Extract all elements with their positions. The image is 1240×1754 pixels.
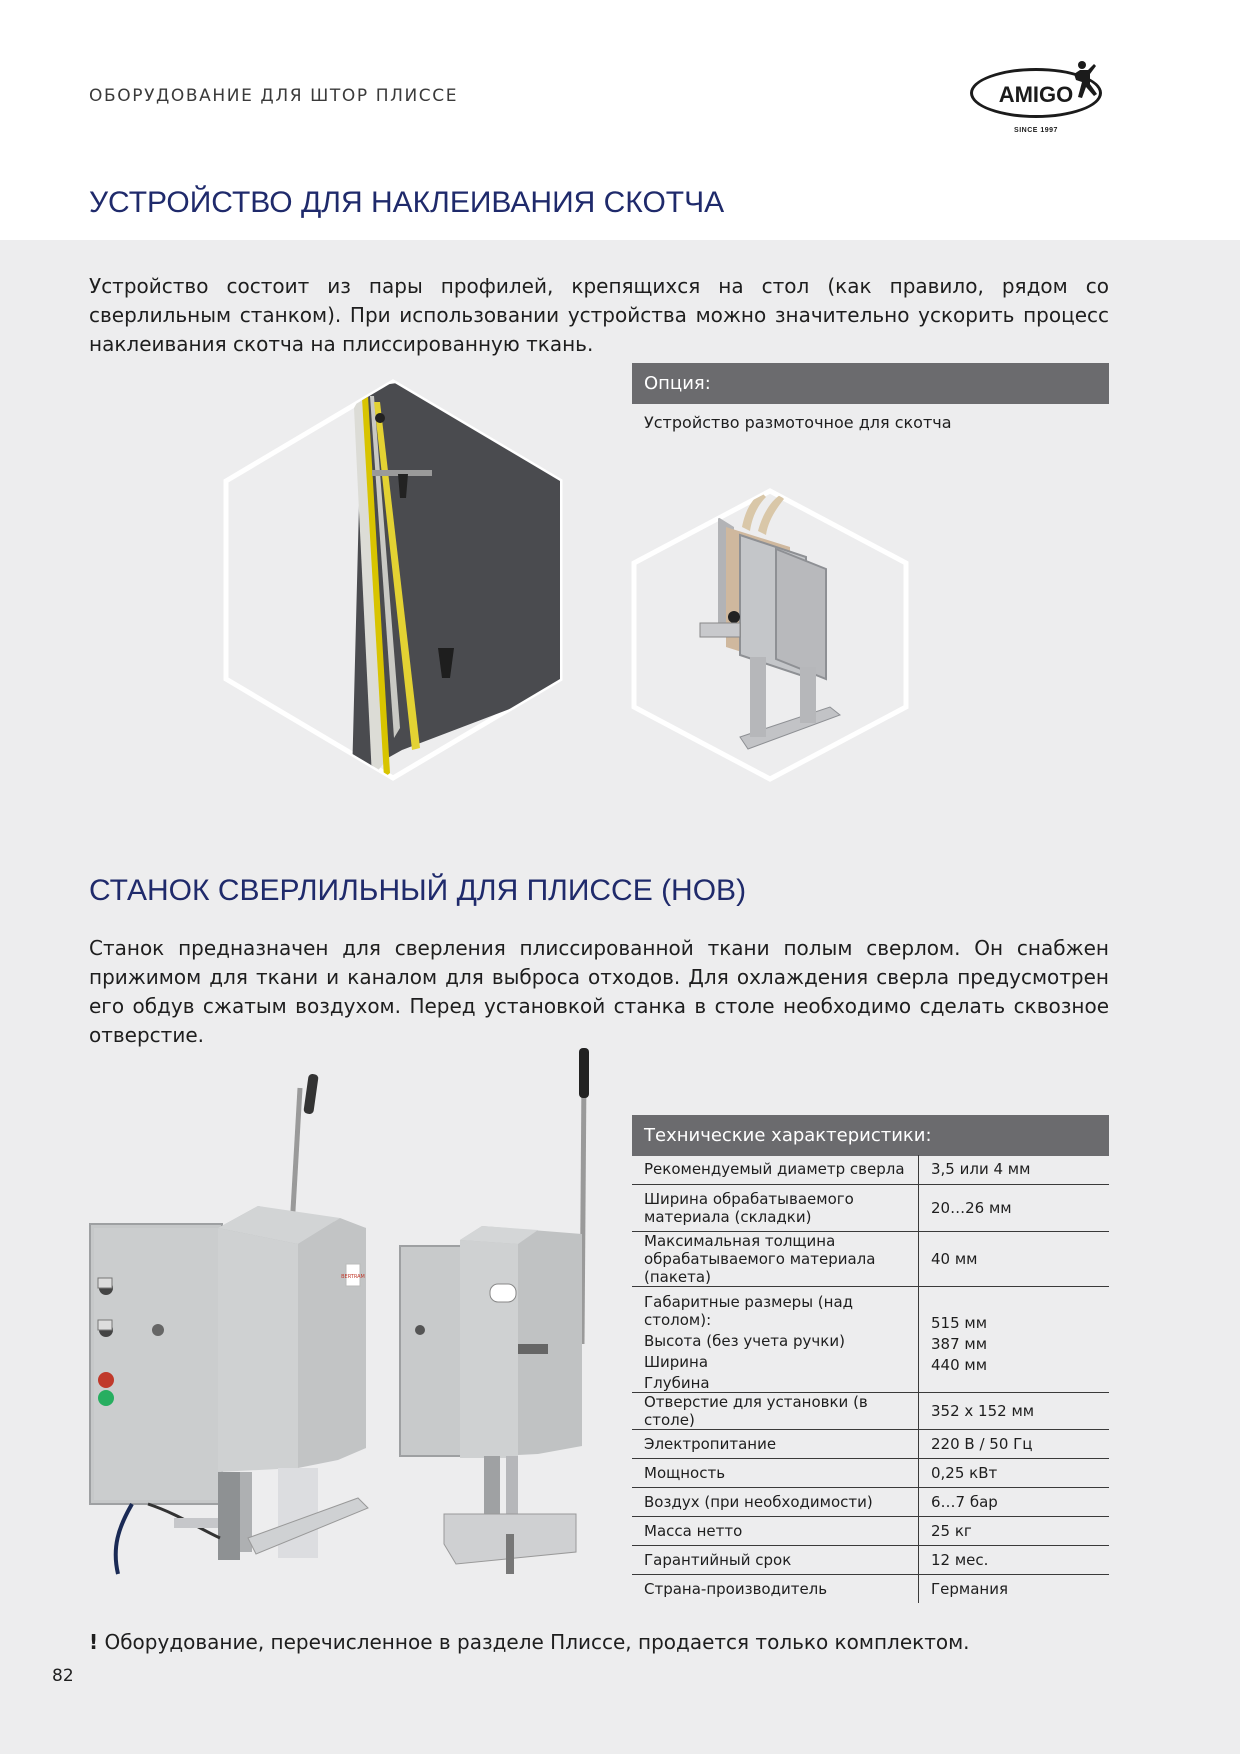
spec-value: 12 мес.	[919, 1545, 1110, 1574]
spec-value: 20…26 мм	[919, 1184, 1110, 1231]
table-row	[632, 1487, 1109, 1516]
spec-value: 25 кг	[919, 1516, 1110, 1545]
logo-since: SINCE 1997	[1014, 127, 1058, 134]
spec-value: 387 мм	[931, 1334, 988, 1353]
table-row	[632, 1458, 1109, 1487]
spec-value: Германия	[931, 1579, 1008, 1598]
spec-value: 3,5 или 4 мм	[919, 1155, 1110, 1184]
section-description-drill: Станок предназначен для сверления плиссированной ткани полым сверлом. Он снабжен прижимом для ткани и каналом для выброса отходов. Для охлаждения сверла предусмотрен его обдув сжатым воздухом. Перед установкой станка в столе необходимо сделать сквозное отверстие.	[89, 936, 1109, 1047]
option-item: Устройство размоточное для скотча	[644, 413, 952, 432]
spec-label: Страна-производитель	[632, 1574, 919, 1603]
tape-unwinder-image	[630, 487, 910, 783]
table-row	[632, 1231, 1109, 1286]
table-row	[632, 1286, 1109, 1392]
spec-value: 0,25 кВт	[919, 1458, 1110, 1487]
spec-label: Воздух (при необходимости)	[632, 1487, 919, 1516]
specs-header-label: Технические характеристики:	[644, 1125, 932, 1146]
page-number: 82	[52, 1666, 74, 1686]
spec-label: Ширина	[644, 1352, 709, 1371]
spec-value: 40 мм	[919, 1231, 1110, 1286]
spec-value	[931, 1293, 1097, 1311]
spec-label: Гарантийный срок	[632, 1545, 919, 1574]
spec-value: 6…7 бар	[919, 1487, 1110, 1516]
spec-value: 352 х 152 мм	[919, 1392, 1110, 1429]
option-header-label: Опция:	[644, 373, 711, 394]
option-header	[632, 363, 1109, 404]
table-row	[632, 1516, 1109, 1545]
spec-label: Ширина обрабатываемого материала (складки)	[632, 1184, 919, 1231]
section-title-tape: УСТРОЙСТВО ДЛЯ НАКЛЕИВАНИЯ СКОТЧА	[89, 186, 725, 219]
spec-label: Отверстие для установки (в столе)	[632, 1392, 919, 1429]
section-title-drill: СТАНОК СВЕРЛИЛЬНЫЙ ДЛЯ ПЛИССЕ (НОВ)	[89, 874, 747, 907]
footnote	[89, 1630, 970, 1654]
machine-brand-label: BERTRAM	[341, 1274, 365, 1280]
specs-table	[632, 1155, 1109, 1603]
table-row	[632, 1574, 1109, 1603]
table-row	[632, 1155, 1109, 1184]
footnote-mark: !	[89, 1630, 99, 1654]
footnote-text: Оборудование, перечисленное в разделе Плиссе, продается только комплектом.	[98, 1630, 970, 1654]
table-row	[632, 1392, 1109, 1429]
amigo-logo	[968, 60, 1110, 142]
category-title: ОБОРУДОВАНИЕ ДЛЯ ШТОР ПЛИССЕ	[89, 86, 459, 106]
specs-header	[632, 1115, 1109, 1156]
spec-label: Глубина	[644, 1373, 710, 1392]
section-description-tape: Устройство состоит из пары профилей, крепящихся на стол (как правило, рядом со сверлильным станком). При использовании устройства можно значительно ускорить процесс наклеивания скотча на плиссированную ткань.	[89, 274, 1109, 356]
table-row	[632, 1184, 1109, 1231]
table-row	[632, 1429, 1109, 1458]
drill-machine-side-image	[398, 1044, 598, 1580]
spec-label: Масса нетто	[632, 1516, 919, 1545]
table-row	[632, 1545, 1109, 1574]
drill-machine-front-image	[88, 1068, 378, 1580]
tape-profile-image	[222, 378, 564, 782]
spec-label-group	[632, 1286, 919, 1392]
spec-label: Рекомендуемый диаметр сверла	[632, 1155, 919, 1184]
spec-value-group	[919, 1286, 1110, 1392]
spec-value: 220 В / 50 Гц	[919, 1429, 1110, 1458]
logo-text: AMIGO	[998, 82, 1074, 107]
spec-value: 440 мм	[931, 1355, 988, 1374]
spec-label: Электропитание	[632, 1429, 919, 1458]
spec-label: Габаритные размеры (над столом):	[644, 1292, 854, 1329]
spec-label: Высота (без учета ручки)	[644, 1331, 845, 1350]
spec-value: 515 мм	[931, 1313, 988, 1332]
spec-label: Мощность	[632, 1458, 919, 1487]
spec-label: Максимальная толщина обрабатываемого материала (пакета)	[632, 1231, 919, 1286]
